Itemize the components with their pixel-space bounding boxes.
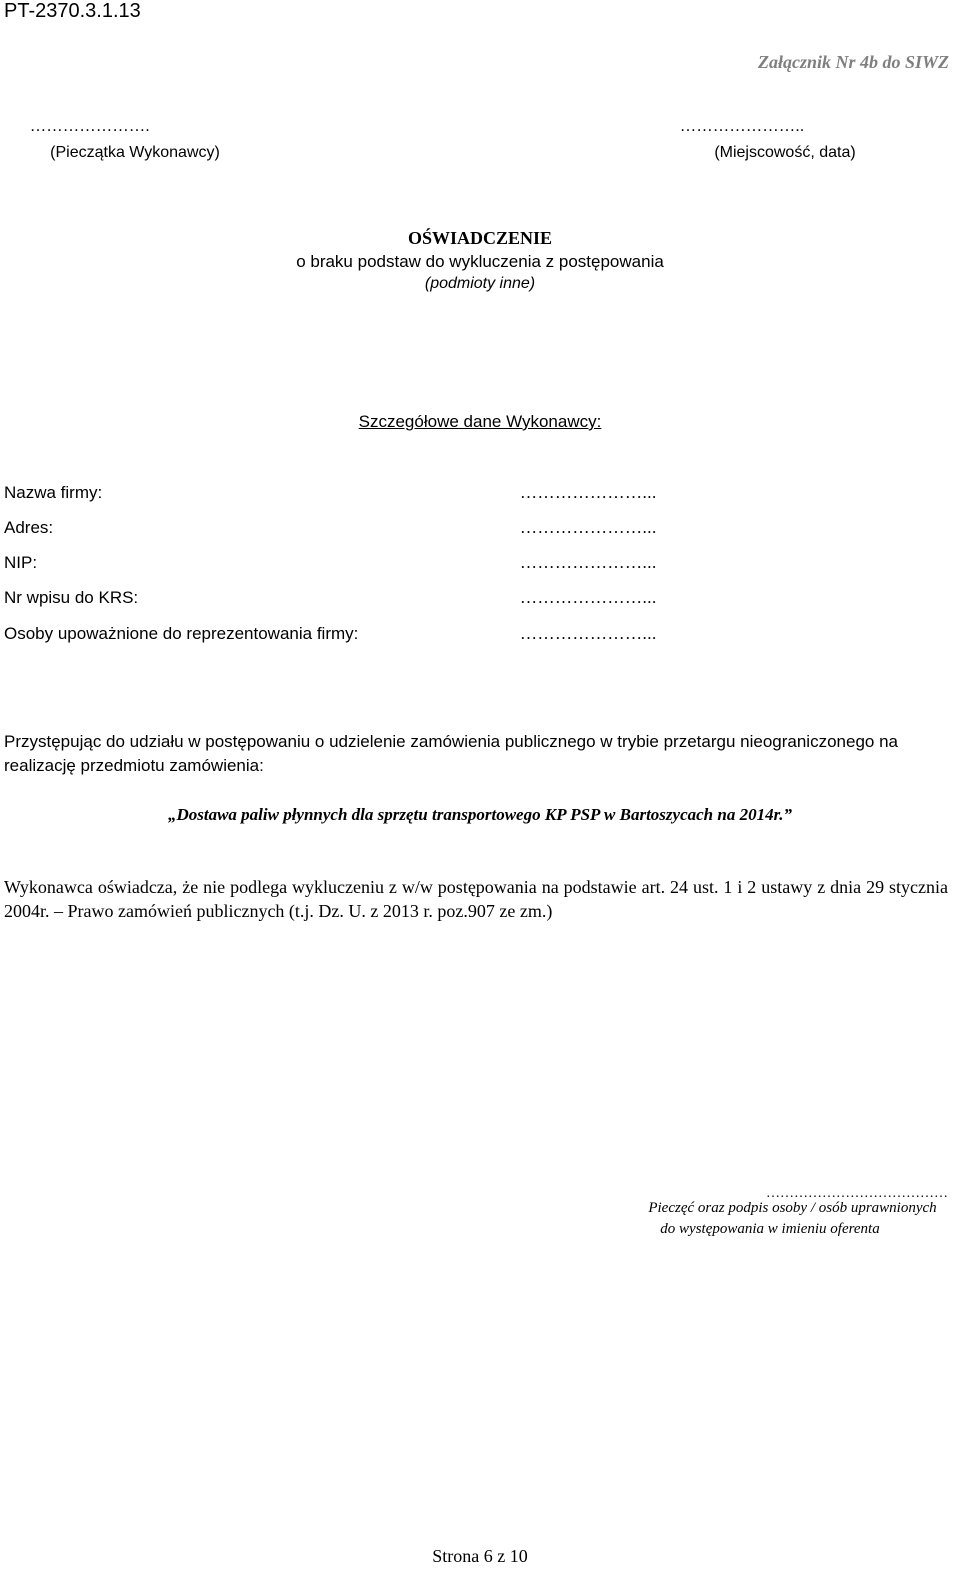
document-code: PT-2370.3.1.13 <box>4 0 141 22</box>
place-date-label: (Miejscowość, data) <box>714 144 856 161</box>
signature-caption-line2: do występowania w imieniu oferenta <box>660 1221 880 1237</box>
procurement-subject: „Dostawa paliw płynnych dla sprzętu transportowego KP PSP w Bartoszycach na 2014r.” <box>167 805 793 824</box>
field-value-company-name: …………………... <box>520 483 657 502</box>
statement-paragraph: Wykonawca oświadcza, że nie podlega wykluczeniu z w/w postępowania na podstawie art. 24 ust. 1 i 2 ustawy z dnia 29 stycznia 2004r. – Prawo zamówień publicznych (t.j. Dz. U. z 2013 r. poz.907 ze zm.) <box>4 877 948 921</box>
field-value-krs: …………………... <box>520 588 657 607</box>
document-subtitle-note: (podmioty inne) <box>424 275 536 292</box>
signature-caption-line1: Pieczęć oraz podpis osoby / osób uprawnionych <box>648 1200 937 1216</box>
field-value-representatives: …………………... <box>520 624 657 643</box>
stamp-label: (Pieczątka Wykonawcy) <box>50 144 220 161</box>
field-label-krs: Nr wpisu do KRS: <box>4 588 139 607</box>
field-label-company-name: Nazwa firmy: <box>4 483 103 502</box>
field-value-nip: …………………... <box>520 553 657 572</box>
annex-label: Załącznik Nr 4b do SIWZ <box>757 52 949 72</box>
field-value-address: …………………... <box>520 518 657 537</box>
intro-paragraph: Przystępując do udziału w postępowaniu o udzielenie zamówienia publicznego w trybie przetargu nieograniczonego na realizację przedmiotu zamówienia: <box>4 732 898 775</box>
place-date-placeholder-dots: ………………….. <box>680 118 805 135</box>
page-number: Strona 6 z 10 <box>432 1546 528 1566</box>
field-label-representatives: Osoby upoważnione do reprezentowania firmy: <box>4 624 359 643</box>
document-title: OŚWIADCZENIE <box>407 228 553 248</box>
document-subtitle: o braku podstaw do wykluczenia z postępowania <box>296 252 664 271</box>
stamp-placeholder-dots: …………………. <box>30 118 150 135</box>
signature-placeholder-dots: ………………………………… <box>766 1186 948 1201</box>
field-label-address: Adres: <box>4 518 54 537</box>
details-heading: Szczegółowe dane Wykonawcy: <box>358 412 602 431</box>
field-label-nip: NIP: <box>4 553 38 572</box>
